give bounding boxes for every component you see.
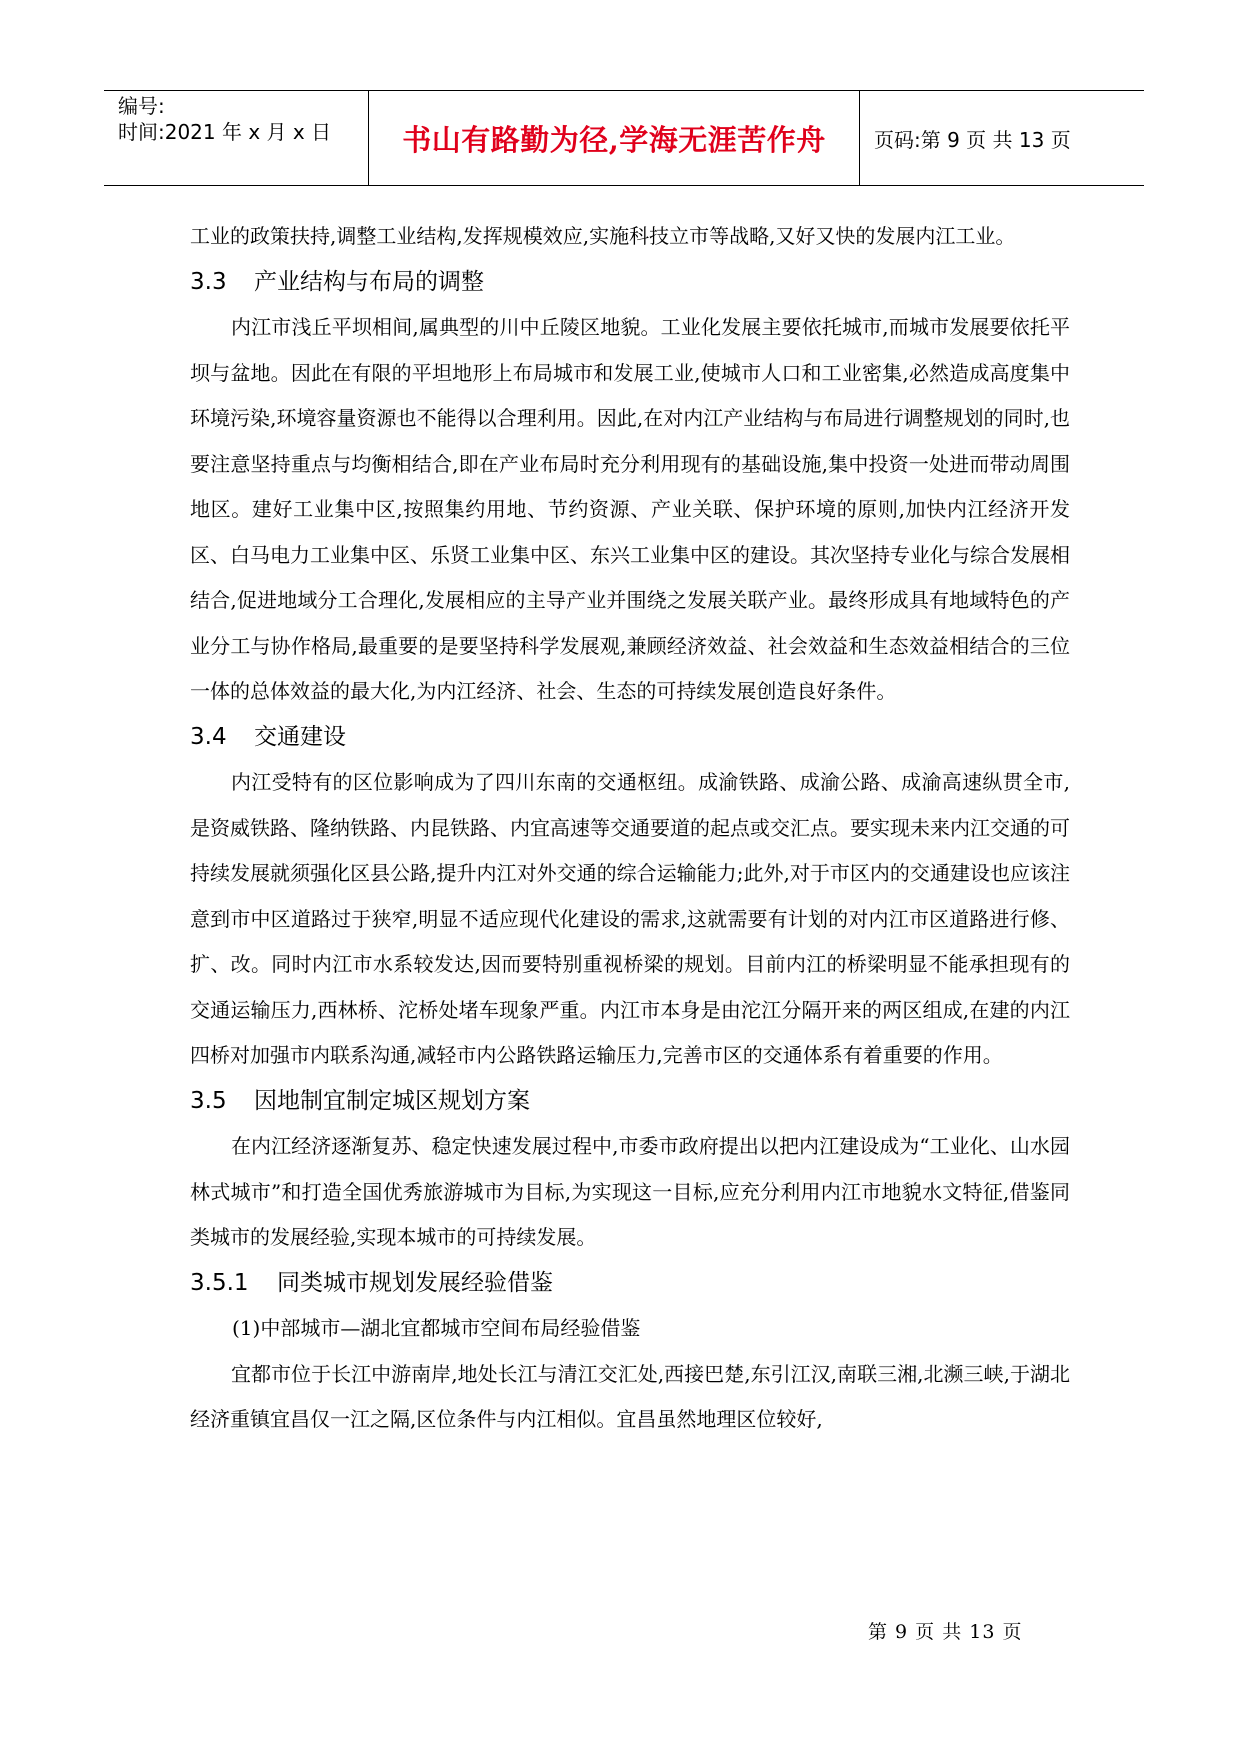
section-number: 3.3 xyxy=(190,268,227,295)
document-body xyxy=(190,214,1070,1443)
section-title: 因地制宜制定城区规划方案 xyxy=(254,1087,530,1114)
subsection-item-heading: (1)中部城市—湖北宜都城市空间布局经验借鉴 xyxy=(232,1316,641,1340)
section-3-3-heading xyxy=(190,260,1070,306)
section-3-4-paragraph: 内江受特有的区位影响成为了四川东南的交通枢纽。成渝铁路、成渝公路、成渝高速纵贯全市,是资威铁路、隆纳铁路、内昆铁路、内宜高速等交通要道的起点或交汇点。要实现未来内江交通的可持续发展就须强化区县公路,提升内江对外交通的综合运输能力;此外,对于市区内的交通建设也应该注意到市中区道路过于狭窄,明显不适应现代化建设的需求,这就需要有计划的对内江市区道路进行修、扩、改。同时内江市水系较发达,因而要特别重视桥梁的规划。目前内江的桥梁明显不能承担现有的交通运输压力,西林桥、沱桥处堵车现象严重。内江市本身是由沱江分隔开来的两区组成,在建的内江四桥对加强市内联系沟通,减轻市内公路铁路运输压力,完善市区的交通体系有着重要的作用。 xyxy=(190,770,1070,1067)
section-3-3-paragraph: 内江市浅丘平坝相间,属典型的川中丘陵区地貌。工业化发展主要依托城市,而城市发展要依托平坝与盆地。因此在有限的平坦地形上布局城市和发展工业,使城市人口和工业密集,必然造成高度集中环境污染,环境容量资源也不能得以合理利用。因此,在对内江产业结构与布局进行调整规划的同时,也要注意坚持重点与均衡相结合,即在产业布局时充分利用现有的基础设施,集中投资一处进而带动周围地区。建好工业集中区,按照集约用地、节约资源、产业关联、保护环境的原则,加快内江经济开发区、白马电力工业集中区、乐贤工业集中区、东兴工业集中区的建设。其次坚持专业化与综合发展相结合,促进地域分工合理化,发展相应的主导产业并围绕之发展关联产业。最终形成具有地域特色的产业分工与协作格局,最重要的是要坚持科学发展观,兼顾经济效益、社会效益和生态效益相结合的三位一体的总体效益的最大化,为内江经济、社会、生态的可持续发展创造良好条件。 xyxy=(190,315,1070,703)
section-title: 交通建设 xyxy=(254,723,346,750)
section-3-4-heading xyxy=(190,715,1070,761)
intro-paragraph: 工业的政策扶持,调整工业结构,发挥规模效应,实施科技立市等战略,又好又快的发展内江工业。 xyxy=(190,224,1016,248)
section-3-5-heading xyxy=(190,1079,1070,1125)
section-number: 3.5 xyxy=(190,1087,227,1114)
section-number: 3.5.1 xyxy=(190,1269,249,1296)
section-title: 同类城市规划发展经验借鉴 xyxy=(277,1269,553,1296)
header-page-label: 页码:第 9 页 共 13 页 xyxy=(874,127,1071,152)
header-meta xyxy=(104,91,369,185)
time-label: 时间:2021 年 x 月 x 日 xyxy=(118,120,332,144)
header-motto: 书山有路勤为径,学海无涯苦作舟 xyxy=(369,91,860,185)
section-3-5-1-heading xyxy=(190,1261,1070,1307)
serial-label: 编号: xyxy=(118,94,165,118)
section-3-5-1-paragraph: 宜都市位于长江中游南岸,地处长江与清江交汇处,西接巴楚,东引江汉,南联三湘,北濒三峡,于湖北经济重镇宜昌仅一江之隔,区位条件与内江相似。宜昌虽然地理区位较好, xyxy=(190,1361,1070,1431)
page-footer: 第 9 页 共 13 页 xyxy=(868,1621,1023,1643)
section-number: 3.4 xyxy=(190,723,227,750)
page-header xyxy=(104,90,1144,186)
section-title: 产业结构与布局的调整 xyxy=(254,268,484,295)
section-3-5-paragraph: 在内江经济逐渐复苏、稳定快速发展过程中,市委市政府提出以把内江建设成为“工业化、山水园林式城市”和打造全国优秀旅游城市为目标,为实现这一目标,应充分利用内江市地貌水文特征,借鉴同类城市的发展经验,实现本城市的可持续发展。 xyxy=(190,1134,1070,1249)
